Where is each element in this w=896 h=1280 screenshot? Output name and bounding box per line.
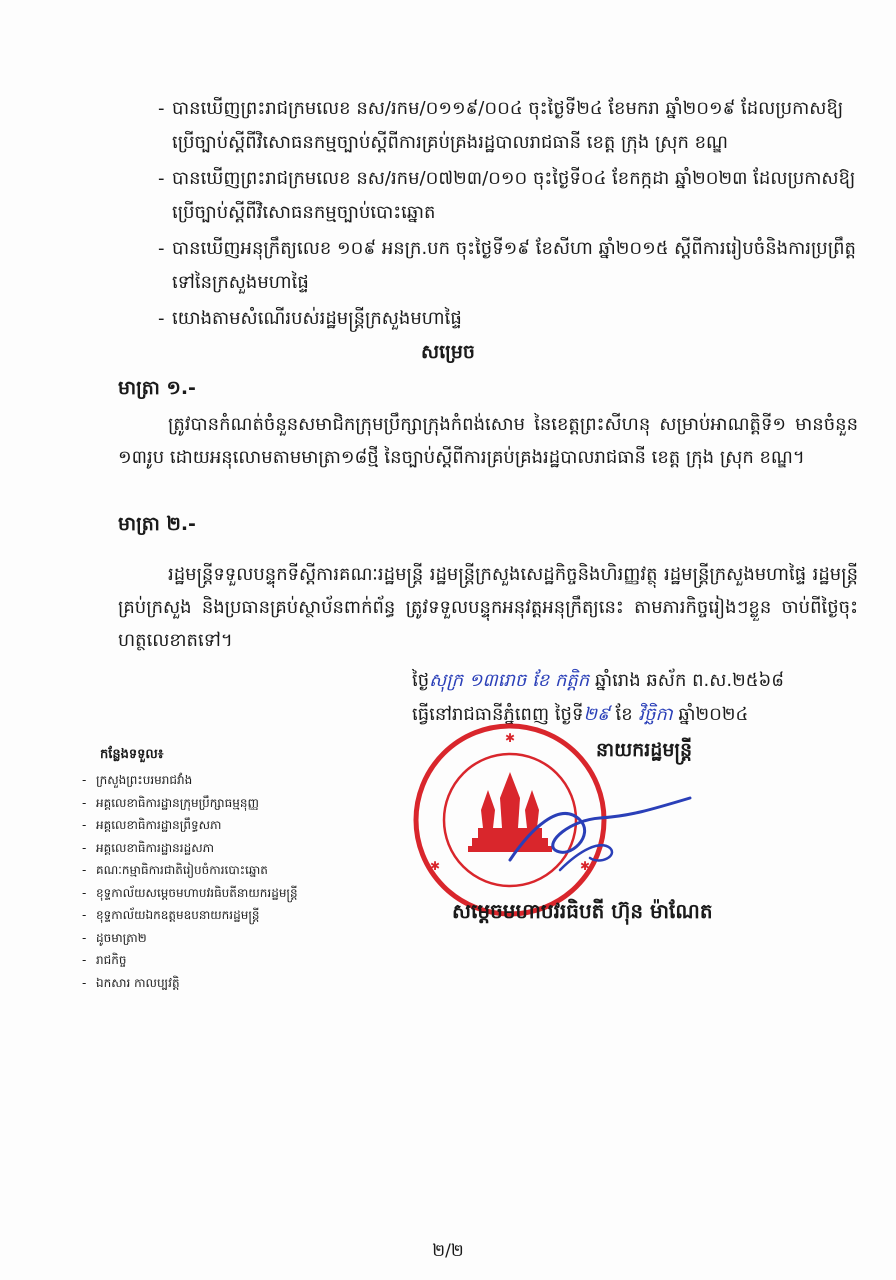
seal-star-top: ✱ [504, 731, 516, 745]
solar-month-handwritten: វិច្ឆិកា [638, 704, 673, 725]
recipient-item: - ក្រសួងព្រះបរមរាជវាំង [82, 769, 402, 792]
recipient-item: - អគ្គលេខាធិការដ្ឋានក្រុមប្រឹក្សាធម្មនុញ្ញ [82, 792, 402, 815]
solar-day-handwritten: ២៩ [583, 704, 610, 725]
preamble-text: បានឃើញព្រះរាជក្រមលេខ នស/រកម/០១១៩/០០៤ ចុះថ្ងៃទី២៤ ខែមករា ឆ្នាំ២០១៩ ដែលប្រកាសឱ្យប្រើច្បាប់ស្តីពីវិសោធនកម្មច្បាប់ស្តីពីការគ្រប់គ្រងរដ្ឋបាលរាជធានី ខេត្ត ក្រុង ស្រុក ខណ្ឌ [172, 98, 844, 153]
recipient-label: ខុទ្ទកាល័យសម្តេចមហាបវរធិបតីនាយករដ្ឋមន្ត្រី [96, 885, 298, 900]
recipient-item: - រាជកិច្ច [82, 949, 402, 972]
recipient-item: - ដូចមាត្រា២ [82, 927, 402, 950]
bullet-dash: - [158, 98, 165, 119]
solar-year: ឆ្នាំ២០២៤ [678, 704, 749, 725]
recipient-item: - ឯកសារ កាលប្បវត្តិ [82, 972, 402, 995]
article-1-title: មាត្រា ១.- [118, 377, 196, 399]
recipients-list [82, 746, 402, 994]
recipients-title: កន្លែងទទួល៖ [100, 747, 164, 762]
solar-month-label: ខែ [615, 704, 633, 725]
bullet-dash: - [158, 168, 165, 189]
article-2-body: រដ្ឋមន្ត្រីទទួលបន្ទុកទីស្តីការគណៈរដ្ឋមន្ត្រី រដ្ឋមន្ត្រីក្រសួងសេដ្ឋកិច្ចនិងហិរញ្ញវត្ថុ រដ្ឋមន្ត្រីក្រសួងមហាផ្ទៃ រដ្ឋមន្ត្រីគ្រប់ក្រសួង និងប្រធានគ្រប់ស្ថាប័នពាក់ព័ន្ធ ត្រូវទទួលបន្ទុកអនុវត្តអនុក្រឹត្យនេះ តាមភារកិច្ចរៀងៗខ្លួន ចាប់ពីថ្ងៃចុះហត្ថលេខាតទៅ។ [118, 564, 858, 651]
lunar-date-suffix: ឆ្នាំរោង ឆស័ក ព.ស.២៥៦៨ [594, 670, 784, 691]
recipient-item: - គណៈកម្មាធិការជាតិរៀបចំការបោះឆ្នោត [82, 859, 402, 882]
recipient-label: អគ្គលេខាធិការដ្ឋានរដ្ឋសភា [96, 840, 215, 855]
seal-star-right: ✱ [580, 859, 591, 873]
prime-minister-title: នាយករដ្ឋមន្ត្រី [596, 739, 693, 761]
article-1-body: ត្រូវបានកំណត់ចំនួនសមាជិកក្រុមប្រឹក្សាក្រុងកំពង់សោម នៃខេត្តព្រះសីហនុ សម្រាប់អាណត្តិទី១ មានចំនួន ១៣រូប ដោយអនុលោមតាមមាត្រា១៨ថ្មី នៃច្បាប់ស្តីពីការគ្រប់គ្រងរដ្ឋបាលរាជធានី ខេត្ត ក្រុង ស្រុក ខណ្ឌ។ [118, 414, 858, 468]
lunar-date-handwritten: សុក្រ ១៣រោច ខែ កត្តិក [429, 670, 590, 691]
lunar-date-line [412, 664, 852, 698]
signer-name: សម្តេចមហាបវរធិបតី ហ៊ុន ម៉ាណែត [452, 899, 713, 923]
recipient-label: ខុទ្ទកាល័យឯកឧត្តមឧបនាយករដ្ឋមន្ត្រី [96, 908, 260, 922]
recipient-label: ដូចមាត្រា២ [96, 930, 147, 945]
decision-heading: សម្រេច [421, 341, 475, 363]
recipient-label: ឯកសារ កាលប្បវត្តិ [96, 975, 180, 990]
recipient-label: គណៈកម្មាធិការជាតិរៀបចំការបោះឆ្នោត [96, 863, 268, 877]
article-2-title: មាត្រា ២.- [118, 513, 196, 535]
preamble-item [158, 162, 858, 230]
recipient-label: អគ្គលេខាធិការដ្ឋានព្រឹទ្ធសភា [96, 818, 222, 832]
page-number: ២/២ [432, 1241, 464, 1261]
bullet-dash: - [158, 308, 165, 329]
recipient-label: អគ្គលេខាធិការដ្ឋានក្រុមប្រឹក្សាធម្មនុញ្ញ [96, 795, 259, 810]
bullet-dash: - [158, 238, 165, 259]
solar-date-prefix: ធ្វើនៅរាជធានីភ្នំពេញ ថ្ងៃទី [412, 704, 584, 725]
recipient-label: ក្រសួងព្រះបរមរាជវាំង [96, 773, 193, 787]
seal-star-left: ✱ [430, 859, 441, 873]
recipient-item: - អគ្គលេខាធិការដ្ឋានរដ្ឋសភា [82, 837, 402, 860]
preamble-list [158, 92, 858, 338]
recipient-item: - ខុទ្ទកាល័យឯកឧត្តមឧបនាយករដ្ឋមន្ត្រី [82, 904, 402, 927]
lunar-date-prefix: ថ្ងៃ [412, 670, 430, 691]
recipient-item: - ខុទ្ទកាល័យសម្តេចមហាបវរធិបតីនាយករដ្ឋមន្ត្រី [82, 882, 402, 905]
recipient-item: - អគ្គលេខាធិការដ្ឋានព្រឹទ្ធសភា [82, 814, 402, 837]
preamble-text: យោងតាមសំណើរបស់រដ្ឋមន្ត្រីក្រសួងមហាផ្ទៃ [172, 308, 462, 329]
preamble-text: បានឃើញអនុក្រឹត្យលេខ ១០៩ អនក្រ.បក ចុះថ្ងៃទី១៩ ខែសីហា ឆ្នាំ២០១៥ ស្តីពីការរៀបចំនិងការប្រព្រឹត្តទៅនៃក្រសួងមហាផ្ទៃ [172, 238, 856, 293]
handwritten-signature [500, 790, 700, 880]
preamble-item [158, 92, 858, 160]
recipient-label: រាជកិច្ច [96, 953, 127, 967]
preamble-item [158, 302, 858, 336]
preamble-text: បានឃើញព្រះរាជក្រមលេខ នស/រកម/០៧២៣/០១០ ចុះថ្ងៃទី០៤ ខែកក្កដា ឆ្នាំ២០២៣ ដែលប្រកាសឱ្យប្រើច្បាប់ស្តីពីវិសោធនកម្មច្បាប់បោះឆ្នោត [172, 168, 856, 223]
preamble-item [158, 232, 858, 300]
